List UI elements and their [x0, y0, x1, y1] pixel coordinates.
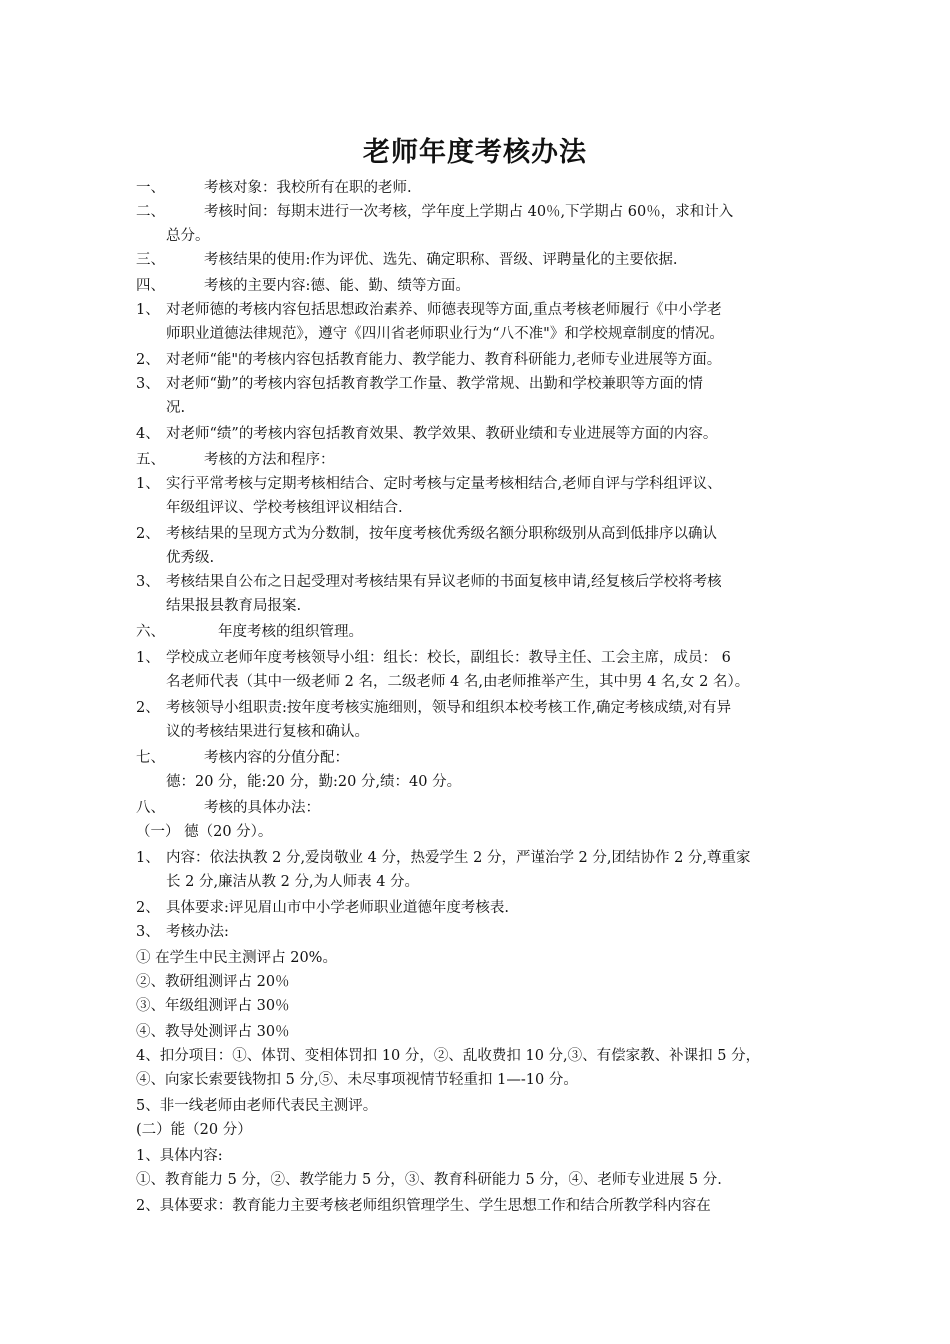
item-number: 1、 — [136, 850, 160, 866]
item-text: 德：20 分，能:20 分，勤:20 分,绩：40 分。 — [166, 774, 462, 790]
item-text: （一） 德（20 分）。 — [136, 824, 273, 840]
text-line — [136, 1096, 377, 1116]
text-line — [136, 648, 731, 668]
item-text: 内容：依法执教 2 分,爱岗敬业 4 分，热爱学生 2 分，严谨治学 2 分,团结协作 2 分,尊重家 — [166, 850, 751, 866]
text-line — [136, 1070, 578, 1090]
text-line — [166, 324, 724, 344]
item-number: 六、 — [136, 624, 165, 640]
text-line — [166, 672, 749, 692]
text-line — [136, 822, 272, 842]
text-line — [136, 1046, 760, 1066]
text-line — [166, 772, 461, 792]
text-line — [136, 450, 335, 470]
text-line — [166, 596, 301, 616]
text-line — [136, 524, 717, 544]
item-number: 2、 — [136, 526, 160, 542]
text-line — [136, 424, 717, 444]
item-text: ④、教导处测评占 30％ — [136, 1024, 290, 1040]
item-number: 三、 — [136, 252, 165, 268]
text-line — [166, 398, 185, 418]
text-line — [136, 1170, 722, 1190]
item-text: ③、年级组测评占 30％ — [136, 998, 290, 1014]
item-text: 对老师“能"的考核内容包括教育能力、教学能力、教育科研能力,老师专业进展等方面。 — [166, 352, 722, 368]
text-line — [136, 848, 751, 868]
item-number: 4、 — [136, 426, 160, 442]
item-text: 名老师代表（其中一级老师 2 名，二级老师 4 名,由老师推举产生，其中男 4 名,女 2 名）。 — [166, 674, 750, 690]
text-line — [166, 498, 403, 518]
item-text: 对老师德的考核内容包括思想政治素养、师德表现等方面,重点考核老师履行《中小学老 — [166, 302, 722, 318]
item-number: 3、 — [136, 574, 160, 590]
item-text: 5、非一线老师由老师代表民主测评。 — [136, 1098, 378, 1114]
item-text: 年级组评议、学校考核组评议相结合. — [166, 500, 403, 516]
item-text: 考核的方法和程序： — [204, 452, 335, 468]
item-text: 长 2 分,廉洁从教 2 分,为人师表 4 分。 — [166, 874, 420, 890]
text-line — [166, 722, 369, 742]
text-line — [136, 1120, 252, 1140]
item-text: 考核时间：每期末进行一次考核，学年度上学期占 40％,下学期占 60％，求和计入 — [204, 204, 734, 220]
item-number: 1、 — [136, 476, 160, 492]
item-number: 2、 — [136, 352, 160, 368]
text-line — [136, 572, 722, 592]
text-line — [136, 350, 721, 370]
item-number: 1、 — [136, 650, 160, 666]
item-text: 考核的主要内容:德、能、勤、绩等方面。 — [204, 278, 470, 294]
item-text: ②、教研组测评占 20％ — [136, 974, 290, 990]
text-line — [136, 276, 470, 296]
item-text: 2、具体要求：教育能力主要考核老师组织管理学生、学生思想工作和结合所教学科内容在 — [136, 1198, 711, 1214]
text-line — [136, 1022, 290, 1042]
item-text: 考核结果自公布之日起受理对考核结果有异议老师的书面复核申请,经复核后学校将考核 — [166, 574, 722, 590]
text-line — [136, 1146, 223, 1166]
item-text: 1、具体内容: — [136, 1148, 223, 1164]
text-line — [136, 698, 731, 718]
item-number: 2、 — [136, 900, 160, 916]
item-text: (二）能（20 分） — [136, 1122, 252, 1138]
item-number: 1、 — [136, 302, 160, 318]
item-text: 实行平常考核与定期考核相结合、定时考核与定量考核相结合,老师自评与学科组评议、 — [166, 476, 722, 492]
item-text: 结果报县教育局报案. — [166, 598, 302, 614]
text-line — [136, 1196, 711, 1216]
item-text: 学校成立老师年度考核领导小组：组长：校长，副组长：教导主任、工会主席，成员： 6 — [166, 650, 731, 666]
item-text: 考核领导小组职责:按年度考核实施细则，领导和组织本校考核工作,确定考核成绩,对有异 — [166, 700, 732, 716]
item-text: ①、教育能力 5 分，②、教学能力 5 分，③、教育科研能力 5 分，④、老师专业进展 5 分. — [136, 1172, 722, 1188]
item-number: 一、 — [136, 180, 165, 196]
item-number: 八、 — [136, 800, 165, 816]
text-line — [136, 300, 722, 320]
item-number: 3、 — [136, 376, 160, 392]
item-text: ① 在学生中民主测评占 20%。 — [136, 950, 337, 966]
text-line — [136, 898, 509, 918]
text-line — [136, 996, 290, 1016]
item-text: 议的考核结果进行复核和确认。 — [166, 724, 369, 740]
text-line — [136, 748, 349, 768]
text-line — [166, 226, 210, 246]
item-number: 五、 — [136, 452, 165, 468]
text-line — [136, 474, 722, 494]
item-text: 考核内容的分值分配： — [204, 750, 349, 766]
item-text: 年度考核的组织管理。 — [218, 624, 363, 640]
text-line — [136, 798, 320, 818]
item-text: 优秀级. — [166, 550, 215, 566]
text-line — [136, 202, 733, 222]
item-number: 四、 — [136, 278, 165, 294]
text-line — [136, 374, 703, 394]
item-text: 考核结果的呈现方式为分数制，按年度考核优秀级名额分职称级别从高到低排序以确认 — [166, 526, 717, 542]
text-line — [166, 872, 419, 892]
item-text: 况. — [166, 400, 186, 416]
item-text: 考核结果的使用:作为评优、选先、确定职称、晋级、评聘量化的主要依据. — [204, 252, 678, 268]
item-number: 七、 — [136, 750, 165, 766]
item-number: 2、 — [136, 700, 160, 716]
item-number: 3、 — [136, 924, 160, 940]
text-line — [136, 922, 229, 942]
item-text: 总分。 — [166, 228, 210, 244]
item-text: 4、扣分项目：①、体罚、变相体罚扣 10 分，②、乱收费扣 10 分,③、有偿家教、补课扣 5 分， — [136, 1048, 761, 1064]
item-text: 具体要求:评见眉山市中小学老师职业道德年度考核表. — [166, 900, 509, 916]
item-text: 考核的具体办法： — [204, 800, 320, 816]
item-text: 考核办法: — [166, 924, 229, 940]
text-line — [136, 250, 678, 270]
item-text: ④、向家长索要钱物扣 5 分,⑤、未尽事项视情节轻重扣 1—-10 分。 — [136, 1072, 578, 1088]
item-text: 对老师“绩”的考核内容包括教育效果、教学效果、教研业绩和专业进展等方面的内容。 — [166, 426, 718, 442]
document-title: 老师年度考核办法 — [363, 137, 587, 168]
item-text: 考核对象：我校所有在职的老师. — [204, 180, 412, 196]
text-line — [166, 548, 214, 568]
text-line — [136, 178, 412, 198]
item-number: 二、 — [136, 204, 165, 220]
text-line — [136, 948, 337, 968]
text-line — [136, 972, 290, 992]
text-line — [136, 622, 363, 642]
item-text: 师职业道德法律规范》，遵守《四川省老师职业行为“八不准"》和学校规章制度的情况。 — [166, 326, 724, 342]
item-text: 对老师“勤”的考核内容包括教育教学工作量、教学常规、出勤和学校兼职等方面的情 — [166, 376, 703, 392]
